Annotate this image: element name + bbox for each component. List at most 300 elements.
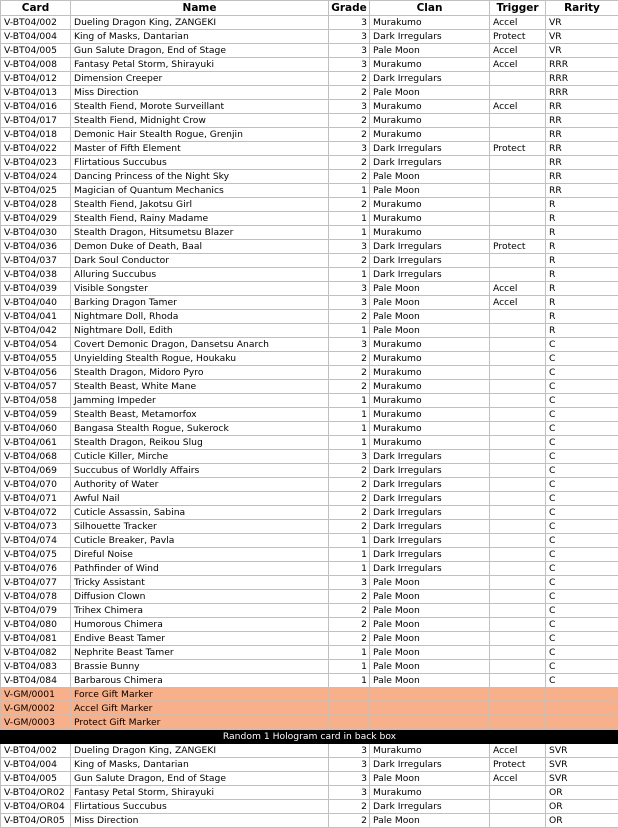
cell-card: V-BT04/078 — [1, 590, 71, 604]
cell-clan: Dark Irregulars — [370, 506, 490, 520]
cell-name: Cuticle Killer, Mirche — [71, 450, 329, 464]
cell-name: Stealth Fiend, Rainy Madame — [71, 212, 329, 226]
cell-card: V-BT04/017 — [1, 114, 71, 128]
table-row — [1, 520, 618, 534]
table-row — [1, 58, 618, 72]
table-row — [1, 758, 618, 772]
cell-clan: Dark Irregulars — [370, 72, 490, 86]
cell-rarity: RRR — [546, 58, 618, 72]
table-row — [1, 170, 618, 184]
cell-trigger — [490, 128, 546, 142]
cell-rarity: SVR — [546, 772, 618, 786]
cell-trigger — [490, 408, 546, 422]
cell-card: V-BT04/022 — [1, 142, 71, 156]
cell-trigger — [490, 688, 546, 702]
table-row — [1, 576, 618, 590]
cell-rarity: R — [546, 254, 618, 268]
table-row — [1, 702, 618, 716]
cell-card: V-BT04/072 — [1, 506, 71, 520]
cell-rarity: R — [546, 268, 618, 282]
cell-card: V-BT04/002 — [1, 16, 71, 30]
cell-name: Authority of Water — [71, 478, 329, 492]
table-row — [1, 86, 618, 100]
cell-grade: 2 — [329, 506, 370, 520]
cell-grade: 1 — [329, 562, 370, 576]
cell-name: Magician of Quantum Mechanics — [71, 184, 329, 198]
cell-trigger — [490, 590, 546, 604]
cell-name: Endive Beast Tamer — [71, 632, 329, 646]
table-row — [1, 772, 618, 786]
cell-rarity: C — [546, 408, 618, 422]
cell-trigger: Accel — [490, 58, 546, 72]
cell-trigger — [490, 534, 546, 548]
cell-trigger: Accel — [490, 44, 546, 58]
cell-trigger: Accel — [490, 282, 546, 296]
cell-rarity: C — [546, 478, 618, 492]
cell-card: V-BT04/073 — [1, 520, 71, 534]
cell-trigger: Accel — [490, 772, 546, 786]
cell-card: V-BT04/OR05 — [1, 814, 71, 828]
cell-grade: 2 — [329, 478, 370, 492]
cell-grade: 3 — [329, 338, 370, 352]
table-row — [1, 492, 618, 506]
cell-trigger — [490, 212, 546, 226]
cell-name: Brassie Bunny — [71, 660, 329, 674]
cell-clan: Murakumo — [370, 198, 490, 212]
cell-card: V-GM/0002 — [1, 702, 71, 716]
cell-rarity: R — [546, 296, 618, 310]
cell-trigger — [490, 156, 546, 170]
cell-card: V-BT04/005 — [1, 44, 71, 58]
table-row — [1, 422, 618, 436]
cell-grade: 1 — [329, 436, 370, 450]
cell-clan: Murakumo — [370, 786, 490, 800]
cell-grade: 1 — [329, 212, 370, 226]
cell-trigger — [490, 604, 546, 618]
cell-rarity: R — [546, 324, 618, 338]
cell-name: Dueling Dragon King, ZANGEKI — [71, 16, 329, 30]
cell-clan: Murakumo — [370, 226, 490, 240]
cell-grade: 1 — [329, 674, 370, 688]
cell-card: V-BT04/070 — [1, 478, 71, 492]
cell-name: Barking Dragon Tamer — [71, 296, 329, 310]
cell-rarity: RR — [546, 142, 618, 156]
cell-name: Unyielding Stealth Rogue, Houkaku — [71, 352, 329, 366]
cell-card: V-BT04/016 — [1, 100, 71, 114]
cell-name: Accel Gift Marker — [71, 702, 329, 716]
cell-name: Barbarous Chimera — [71, 674, 329, 688]
cell-rarity: RR — [546, 100, 618, 114]
cell-name: Force Gift Marker — [71, 688, 329, 702]
cell-grade: 2 — [329, 72, 370, 86]
table-row — [1, 128, 618, 142]
cell-rarity: R — [546, 282, 618, 296]
cell-grade: 2 — [329, 254, 370, 268]
cell-rarity: C — [546, 492, 618, 506]
cell-clan: Pale Moon — [370, 184, 490, 198]
cell-trigger — [490, 716, 546, 730]
cell-grade: 3 — [329, 282, 370, 296]
cell-grade: 1 — [329, 646, 370, 660]
cell-rarity: OR — [546, 814, 618, 828]
cell-clan: Dark Irregulars — [370, 156, 490, 170]
cell-trigger — [490, 562, 546, 576]
cell-card: V-BT04/036 — [1, 240, 71, 254]
cell-name: Stealth Beast, Metamorfox — [71, 408, 329, 422]
table-row — [1, 254, 618, 268]
cell-card: V-BT04/004 — [1, 30, 71, 44]
table-row — [1, 562, 618, 576]
cell-card: V-BT04/057 — [1, 380, 71, 394]
cell-trigger — [490, 576, 546, 590]
cell-trigger: Accel — [490, 16, 546, 30]
cell-rarity: C — [546, 450, 618, 464]
cell-grade — [329, 688, 370, 702]
cell-clan: Pale Moon — [370, 296, 490, 310]
cell-trigger — [490, 198, 546, 212]
cell-rarity: VR — [546, 30, 618, 44]
main-card-rows — [1, 16, 618, 688]
cell-rarity: C — [546, 506, 618, 520]
cell-grade: 2 — [329, 800, 370, 814]
cell-rarity: RR — [546, 184, 618, 198]
cell-trigger: Protect — [490, 758, 546, 772]
cell-rarity: C — [546, 618, 618, 632]
cell-clan: Pale Moon — [370, 590, 490, 604]
cell-trigger: Accel — [490, 296, 546, 310]
cell-rarity: C — [546, 660, 618, 674]
cell-name: Nightmare Doll, Edith — [71, 324, 329, 338]
cell-name: Demon Duke of Death, Baal — [71, 240, 329, 254]
cell-card: V-BT04/040 — [1, 296, 71, 310]
cell-trigger: Accel — [490, 100, 546, 114]
cell-card: V-BT04/055 — [1, 352, 71, 366]
cell-card: V-BT04/023 — [1, 156, 71, 170]
cell-trigger — [490, 492, 546, 506]
cell-grade: 3 — [329, 30, 370, 44]
cell-rarity: SVR — [546, 758, 618, 772]
cell-card: V-BT04/074 — [1, 534, 71, 548]
cell-rarity: C — [546, 380, 618, 394]
cell-clan: Dark Irregulars — [370, 548, 490, 562]
table-row — [1, 282, 618, 296]
cell-grade: 2 — [329, 604, 370, 618]
cell-name: Dancing Princess of the Night Sky — [71, 170, 329, 184]
cell-grade: 2 — [329, 380, 370, 394]
cell-clan: Murakumo — [370, 100, 490, 114]
cell-grade: 1 — [329, 184, 370, 198]
cell-rarity: C — [546, 338, 618, 352]
table-row — [1, 604, 618, 618]
cell-rarity: C — [546, 604, 618, 618]
table-row — [1, 100, 618, 114]
cell-rarity: R — [546, 310, 618, 324]
table-row — [1, 198, 618, 212]
cell-name: Nephrite Beast Tamer — [71, 646, 329, 660]
cell-card: V-BT04/028 — [1, 198, 71, 212]
cell-grade: 1 — [329, 394, 370, 408]
table-row — [1, 786, 618, 800]
cell-name: Dark Soul Conductor — [71, 254, 329, 268]
cell-card: V-BT04/OR04 — [1, 800, 71, 814]
cell-clan — [370, 688, 490, 702]
cell-trigger — [490, 800, 546, 814]
cell-rarity: C — [546, 590, 618, 604]
table-row — [1, 450, 618, 464]
table-row — [1, 72, 618, 86]
cell-rarity: C — [546, 464, 618, 478]
cell-name: Miss Direction — [71, 814, 329, 828]
cell-trigger — [490, 520, 546, 534]
table-row — [1, 534, 618, 548]
cell-clan: Pale Moon — [370, 618, 490, 632]
header-name: Name — [71, 1, 329, 16]
cell-grade: 2 — [329, 352, 370, 366]
cell-clan: Dark Irregulars — [370, 478, 490, 492]
cell-name: Bangasa Stealth Rogue, Sukerock — [71, 422, 329, 436]
cell-clan: Pale Moon — [370, 660, 490, 674]
cell-card: V-BT04/071 — [1, 492, 71, 506]
cell-clan: Murakumo — [370, 212, 490, 226]
cell-grade: 2 — [329, 128, 370, 142]
header-grade: Grade — [329, 1, 370, 16]
cell-trigger — [490, 366, 546, 380]
cell-rarity: RR — [546, 170, 618, 184]
cell-grade: 3 — [329, 758, 370, 772]
cell-trigger — [490, 674, 546, 688]
cell-name: Demonic Hair Stealth Rogue, Grenjin — [71, 128, 329, 142]
cell-name: Protect Gift Marker — [71, 716, 329, 730]
cell-trigger — [490, 814, 546, 828]
cell-rarity: C — [546, 632, 618, 646]
cell-rarity: VR — [546, 44, 618, 58]
table-row — [1, 744, 618, 758]
table-row — [1, 212, 618, 226]
cell-card: V-BT04/056 — [1, 366, 71, 380]
cell-rarity: C — [546, 646, 618, 660]
cell-clan: Murakumo — [370, 366, 490, 380]
cell-grade — [329, 716, 370, 730]
cell-trigger — [490, 660, 546, 674]
cell-rarity: C — [546, 534, 618, 548]
cell-trigger — [490, 114, 546, 128]
table-row — [1, 366, 618, 380]
cell-clan: Pale Moon — [370, 576, 490, 590]
cell-clan: Dark Irregulars — [370, 492, 490, 506]
cell-grade: 2 — [329, 198, 370, 212]
cell-card: V-BT04/002 — [1, 744, 71, 758]
table-row — [1, 688, 618, 702]
cell-name: Stealth Fiend, Jakotsu Girl — [71, 198, 329, 212]
table-row — [1, 156, 618, 170]
cell-trigger — [490, 702, 546, 716]
header-card: Card — [1, 1, 71, 16]
cell-grade: 1 — [329, 548, 370, 562]
cell-clan: Murakumo — [370, 380, 490, 394]
cell-clan: Dark Irregulars — [370, 142, 490, 156]
table-row — [1, 44, 618, 58]
table-row — [1, 114, 618, 128]
cell-name: Jamming Impeder — [71, 394, 329, 408]
cell-card: V-GM/0003 — [1, 716, 71, 730]
cell-name: Stealth Dragon, Hitsumetsu Blazer — [71, 226, 329, 240]
table-row — [1, 324, 618, 338]
cell-name: King of Masks, Dantarian — [71, 758, 329, 772]
cell-card: V-BT04/OR02 — [1, 786, 71, 800]
cell-name: Master of Fifth Element — [71, 142, 329, 156]
cell-card: V-BT04/060 — [1, 422, 71, 436]
cell-grade: 2 — [329, 114, 370, 128]
header-row — [1, 1, 618, 16]
cell-name: Tricky Assistant — [71, 576, 329, 590]
cell-name: Stealth Dragon, Midoro Pyro — [71, 366, 329, 380]
cell-clan: Pale Moon — [370, 814, 490, 828]
cell-rarity: RRR — [546, 86, 618, 100]
cell-card: V-BT04/012 — [1, 72, 71, 86]
cell-trigger: Protect — [490, 30, 546, 44]
cell-card: V-BT04/061 — [1, 436, 71, 450]
cell-clan: Pale Moon — [370, 604, 490, 618]
cell-grade: 1 — [329, 422, 370, 436]
cell-clan: Murakumo — [370, 338, 490, 352]
cell-name: Awful Nail — [71, 492, 329, 506]
cell-trigger — [490, 254, 546, 268]
cell-trigger: Protect — [490, 142, 546, 156]
cell-name: King of Masks, Dantarian — [71, 30, 329, 44]
cell-grade: 2 — [329, 590, 370, 604]
table-row — [1, 352, 618, 366]
cell-card: V-GM/0001 — [1, 688, 71, 702]
cell-name: Stealth Dragon, Reikou Slug — [71, 436, 329, 450]
cell-rarity: C — [546, 674, 618, 688]
table-row — [1, 618, 618, 632]
cell-trigger — [490, 170, 546, 184]
cell-clan: Dark Irregulars — [370, 254, 490, 268]
cell-trigger — [490, 184, 546, 198]
cell-grade: 1 — [329, 324, 370, 338]
cell-trigger — [490, 324, 546, 338]
cell-card: V-BT04/068 — [1, 450, 71, 464]
cell-grade: 2 — [329, 492, 370, 506]
cell-grade: 2 — [329, 618, 370, 632]
cell-card: V-BT04/030 — [1, 226, 71, 240]
cell-name: Miss Direction — [71, 86, 329, 100]
cell-clan: Dark Irregulars — [370, 464, 490, 478]
table-row — [1, 646, 618, 660]
cell-clan: Pale Moon — [370, 170, 490, 184]
cell-name: Alluring Succubus — [71, 268, 329, 282]
cell-grade: 1 — [329, 534, 370, 548]
cell-rarity: C — [546, 562, 618, 576]
cell-clan: Murakumo — [370, 394, 490, 408]
cell-clan: Pale Moon — [370, 310, 490, 324]
cell-name: Silhouette Tracker — [71, 520, 329, 534]
header-clan: Clan — [370, 1, 490, 16]
cell-card: V-BT04/054 — [1, 338, 71, 352]
cell-name: Dueling Dragon King, ZANGEKI — [71, 744, 329, 758]
cell-rarity: C — [546, 520, 618, 534]
table-row — [1, 478, 618, 492]
cell-rarity: C — [546, 548, 618, 562]
cell-clan: Pale Moon — [370, 324, 490, 338]
cell-trigger — [490, 380, 546, 394]
cell-grade: 3 — [329, 100, 370, 114]
cell-name: Covert Demonic Dragon, Dansetsu Anarch — [71, 338, 329, 352]
cell-trigger — [490, 268, 546, 282]
cell-clan: Pale Moon — [370, 86, 490, 100]
table-row — [1, 548, 618, 562]
hologram-card-rows — [1, 744, 618, 828]
cell-name: Fantasy Petal Storm, Shirayuki — [71, 58, 329, 72]
cell-name: Nightmare Doll, Rhoda — [71, 310, 329, 324]
cell-clan: Dark Irregulars — [370, 520, 490, 534]
cell-grade: 2 — [329, 366, 370, 380]
cell-card: V-BT04/080 — [1, 618, 71, 632]
cell-clan: Murakumo — [370, 422, 490, 436]
cell-card: V-BT04/008 — [1, 58, 71, 72]
cell-clan: Pale Moon — [370, 632, 490, 646]
cell-rarity: RRR — [546, 72, 618, 86]
cell-name: Stealth Beast, White Mane — [71, 380, 329, 394]
table-row — [1, 310, 618, 324]
cell-grade: 2 — [329, 170, 370, 184]
cell-card: V-BT04/004 — [1, 758, 71, 772]
cell-name: Flirtatious Succubus — [71, 156, 329, 170]
cell-rarity: R — [546, 240, 618, 254]
cell-trigger — [490, 450, 546, 464]
cell-rarity: C — [546, 436, 618, 450]
table-row — [1, 226, 618, 240]
cell-name: Pathfinder of Wind — [71, 562, 329, 576]
cell-clan: Dark Irregulars — [370, 562, 490, 576]
cell-card: V-BT04/082 — [1, 646, 71, 660]
cell-trigger — [490, 226, 546, 240]
table-row — [1, 716, 618, 730]
table-row — [1, 296, 618, 310]
cell-rarity: VR — [546, 16, 618, 30]
cell-card: V-BT04/084 — [1, 674, 71, 688]
table-row — [1, 30, 618, 44]
cell-card: V-BT04/083 — [1, 660, 71, 674]
cell-rarity: SVR — [546, 744, 618, 758]
table-row — [1, 800, 618, 814]
cell-grade: 2 — [329, 310, 370, 324]
cell-clan — [370, 702, 490, 716]
table-row — [1, 814, 618, 828]
cell-grade: 3 — [329, 786, 370, 800]
cell-trigger — [490, 338, 546, 352]
cell-name: Flirtatious Succubus — [71, 800, 329, 814]
cell-trigger — [490, 786, 546, 800]
table-row — [1, 184, 618, 198]
cell-grade: 3 — [329, 58, 370, 72]
cell-grade: 3 — [329, 240, 370, 254]
cell-grade: 3 — [329, 142, 370, 156]
cell-card: V-BT04/058 — [1, 394, 71, 408]
cell-grade: 1 — [329, 660, 370, 674]
header-trigger: Trigger — [490, 1, 546, 16]
cell-card: V-BT04/038 — [1, 268, 71, 282]
table-row — [1, 268, 618, 282]
cell-rarity: C — [546, 422, 618, 436]
cell-card: V-BT04/077 — [1, 576, 71, 590]
cell-clan: Murakumo — [370, 114, 490, 128]
cell-rarity: R — [546, 226, 618, 240]
table-row — [1, 338, 618, 352]
header-rarity: Rarity — [546, 1, 618, 16]
cell-trigger — [490, 352, 546, 366]
cell-trigger — [490, 464, 546, 478]
